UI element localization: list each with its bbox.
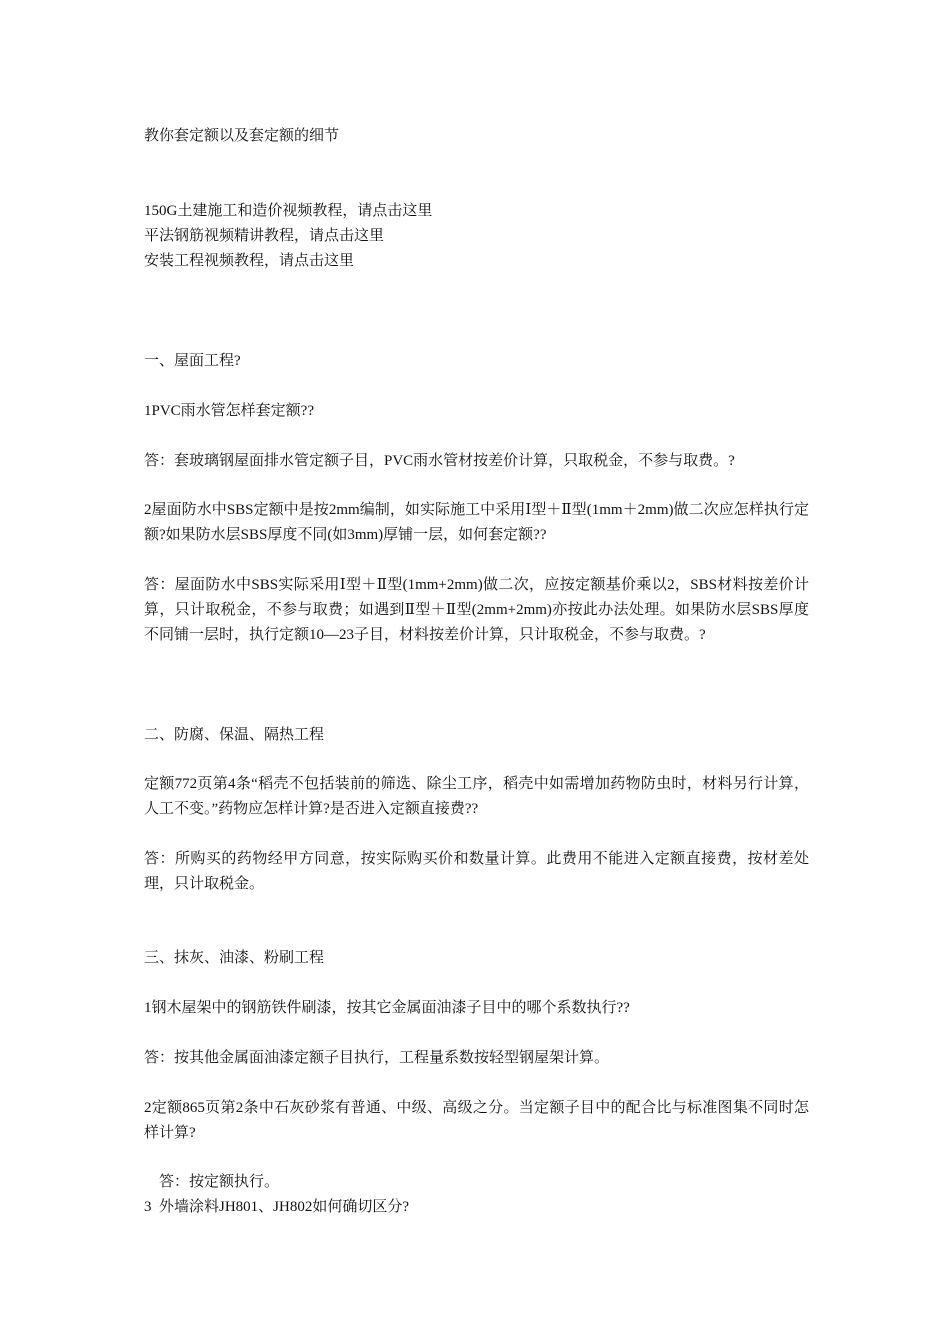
question-sbs-waterproofing: 2屋面防水中SBS定额中是按2mm编制，如实际施工中采用Ⅰ型＋Ⅱ型(1mm＋2mm)做二次应怎样执行定额?如果防水层SBS厚度不同(如3mm)厚铺一层，如何套定额??: [144, 502, 809, 543]
answer-sbs-waterproofing: 答：屋面防水中SBS实际采用Ⅰ型＋Ⅱ型(1mm+2mm)做二次，应按定额基价乘以2，SBS材料按差价计算，只计取税金，不参与取费；如遇到Ⅱ型＋Ⅱ型(2mm+2mm)亦按此办法处理。如果防水层SBS厚度不同铺一层时，执行定额10—23子目，材料按差价计算，只计取税金，不参与取费。?: [144, 577, 809, 643]
link-rebar-video-course[interactable]: 平法钢筋视频精讲教程，请点击这里: [144, 228, 385, 244]
link-installation-video-course[interactable]: 安装工程视频教程，请点击这里: [144, 253, 355, 269]
question-exterior-coating: 3 外墙涂料JH801、JH802如何确切区分?: [144, 1199, 409, 1215]
answer-rice-husk: 答：所购买的药物经甲方同意，按实际购买价和数量计算。此费用不能进入定额直接费，按材差处理，只计取税金。: [144, 851, 809, 892]
section-heading-plastering: 三、抹灰、油漆、粉刷工程: [144, 950, 325, 966]
question-steel-truss-paint: 1钢木屋架中的钢筋铁件刷漆，按其它金属面油漆子目中的哪个系数执行??: [144, 1000, 630, 1016]
question-rice-husk: 定额772页第4条“稻壳不包括装前的筛选、除尘工序，稻壳中如需增加药物防虫时，材料另行计算，人工不变。”药物应怎样计算?是否进入定额直接费??: [144, 776, 809, 817]
question-pvc-pipe: 1PVC雨水管怎样套定额??: [144, 403, 314, 419]
answer-pvc-pipe: 答：套玻璃钢屋面排水管定额子目，PVC雨水管材按差价计算，只取税金，不参与取费。?: [144, 453, 735, 469]
document-title: 教你套定额以及套定额的细节: [144, 128, 340, 144]
section-heading-roofing: 一、屋面工程?: [144, 353, 241, 369]
link-civil-video-course[interactable]: 150G土建施工和造价视频教程，请点击这里: [144, 203, 433, 219]
answer-lime-mortar: 答：按定额执行。: [144, 1174, 280, 1190]
answer-steel-truss-paint: 答：按其他金属面油漆定额子目执行，工程量系数按轻型钢屋架计算。: [144, 1050, 610, 1066]
question-lime-mortar: 2定额865页第2条中石灰砂浆有普通、中级、高级之分。当定额子目中的配合比与标准图集不同时怎样计算?: [144, 1100, 809, 1141]
section-heading-anticorrosion: 二、防腐、保温、隔热工程: [144, 727, 325, 743]
